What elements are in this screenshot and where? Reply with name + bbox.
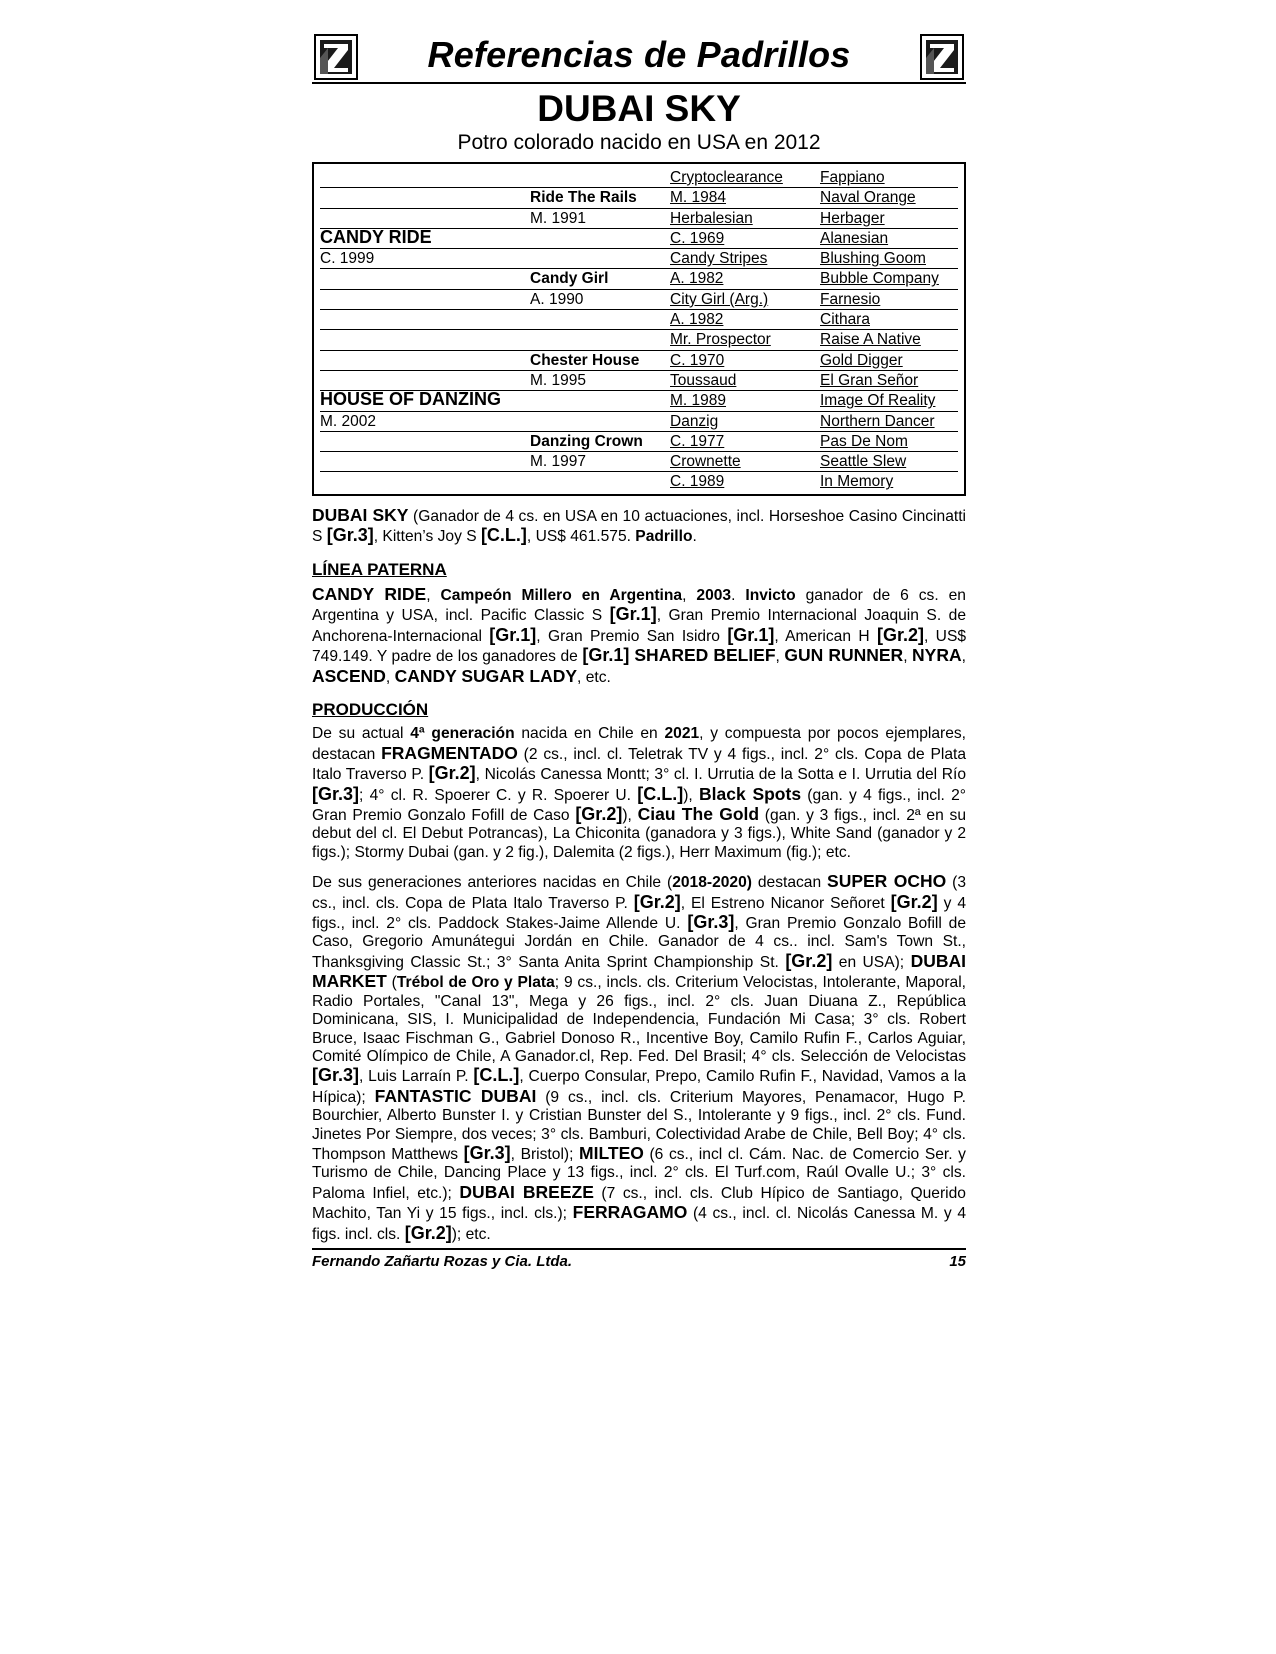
pedigree-row bbox=[320, 249, 958, 269]
pedigree-cell: C. 1977 bbox=[670, 432, 725, 450]
text: ; 4° cl. R. Spoerer C. y R. Spoerer U. bbox=[359, 786, 638, 804]
pedigree-cell: Candy Stripes bbox=[670, 250, 768, 268]
pedigree-cell: A. 1982 bbox=[670, 270, 724, 288]
text: . bbox=[692, 528, 697, 546]
pedigree-cell: C. 1969 bbox=[670, 229, 725, 247]
grade-tag: [Gr.1] bbox=[489, 624, 537, 645]
pedigree-row bbox=[320, 472, 958, 491]
grade-tag: [C.L.] bbox=[473, 1065, 520, 1086]
pedigree-cell: Danzig bbox=[670, 412, 719, 430]
pedigree-table bbox=[312, 162, 966, 496]
text: . bbox=[731, 586, 746, 604]
pedigree-cell: Danzing Crown bbox=[530, 432, 643, 450]
grade-tag: [Gr.2] bbox=[428, 763, 476, 784]
pedigree-cell: Farnesio bbox=[820, 290, 881, 308]
pedigree-cell: Ride The Rails bbox=[530, 189, 637, 207]
intro-horse-name: DUBAI SKY bbox=[312, 504, 409, 525]
text: nacida en Chile en bbox=[514, 725, 665, 743]
pedigree-cell: M. 1984 bbox=[670, 189, 727, 207]
grade-tag: [Gr.3] bbox=[312, 1065, 360, 1086]
pedigree-cell: M. 2002 bbox=[320, 412, 377, 430]
pedigree-cell: M. 1989 bbox=[670, 392, 727, 410]
offspring-name: DUBAI BREEZE bbox=[459, 1181, 594, 1202]
pedigree-cell: A. 1990 bbox=[530, 290, 584, 308]
offspring-name: Ciau The Gold bbox=[637, 804, 760, 825]
text: ), bbox=[683, 786, 699, 804]
page-header bbox=[312, 30, 966, 84]
text: (2 cs., incl. cl. Teletrak TV y 4 figs., incl. 2° cls. Copa de Plata Italo Traverso P. bbox=[312, 745, 967, 784]
sire-name: CANDY RIDE bbox=[312, 583, 427, 604]
pedigree-row bbox=[320, 269, 958, 289]
text: , etc. bbox=[577, 668, 611, 686]
text: , US$ 749.149. Y padre de los ganadores de bbox=[312, 627, 967, 666]
pedigree-row bbox=[320, 310, 958, 330]
pedigree-cell: Gold Digger bbox=[820, 351, 903, 369]
section-heading-produccion: PRODUCCIÓN bbox=[312, 700, 429, 719]
pedigree-row bbox=[320, 226, 958, 249]
pedigree-cell: M. 1997 bbox=[530, 453, 587, 471]
offspring-name: MILTEO bbox=[579, 1142, 644, 1163]
pedigree-cell: Northern Dancer bbox=[820, 412, 935, 430]
text-bold: Invicto bbox=[745, 586, 796, 604]
footer-company: Fernando Zañartu Rozas y Cia. Ltda. bbox=[312, 1252, 573, 1270]
text: (gan. y 3 figs., incl. 2ª en su debut del cl. El Debut Potrancas), La Chiconita (ganadora y 3 figs.), White Sand (ganador y 2 figs.); Stormy Dubai (gan. y 2 fig.), Dalemita (2 figs.), Herr Maximum (fig.); etc. bbox=[312, 807, 966, 861]
grade-tag: [Gr.2] bbox=[404, 1222, 452, 1243]
grade-tag: [Gr.1] bbox=[582, 645, 630, 666]
grade-tag: [Gr.2] bbox=[633, 891, 681, 912]
pedigree-cell: Alanesian bbox=[820, 229, 889, 247]
text: en USA); bbox=[832, 953, 911, 971]
grade-tag: [Gr.2] bbox=[575, 804, 623, 825]
pedigree-cell: Toussaud bbox=[670, 371, 737, 389]
pedigree-cell: Bubble Company bbox=[820, 270, 939, 288]
offspring-name: SUPER OCHO bbox=[827, 871, 947, 892]
article-body bbox=[312, 506, 966, 1244]
text: , Kitten’s Joy S bbox=[373, 528, 481, 546]
pedigree-cell: Crownette bbox=[670, 453, 741, 471]
text: , bbox=[682, 586, 697, 604]
pedigree-row bbox=[320, 371, 958, 391]
horse-name: DUBAI SKY bbox=[537, 88, 741, 129]
pedigree-cell: C. 1989 bbox=[670, 473, 725, 491]
grade-tag: [C.L.] bbox=[637, 783, 684, 804]
text: , bbox=[961, 648, 966, 666]
offspring-name: FANTASTIC DUBAI bbox=[374, 1085, 537, 1106]
pedigree-row bbox=[320, 412, 958, 432]
text-bold: Padrillo bbox=[635, 528, 693, 546]
text: , El Estreno Nicanor Señoret bbox=[680, 894, 891, 912]
pedigree-cell: Image Of Reality bbox=[820, 392, 936, 410]
pedigree-cell: Cryptoclearance bbox=[670, 169, 783, 186]
pedigree-cell: In Memory bbox=[820, 473, 894, 491]
offspring-name: SHARED BELIEF bbox=[629, 645, 776, 666]
text: , Bristol); bbox=[510, 1145, 580, 1163]
pedigree-row bbox=[320, 209, 958, 229]
grade-tag: [Gr.2] bbox=[890, 891, 938, 912]
pedigree-row bbox=[320, 330, 958, 350]
offspring-name: FRAGMENTADO bbox=[381, 742, 518, 763]
text: , bbox=[775, 648, 785, 666]
pedigree-cell: Seattle Slew bbox=[820, 453, 907, 471]
pedigree-cell: Candy Girl bbox=[530, 270, 609, 288]
pedigree-cell: Cithara bbox=[820, 311, 870, 329]
text-bold: 2021 bbox=[664, 725, 700, 743]
text: ); etc. bbox=[451, 1225, 491, 1243]
text: , Luis Larraín P. bbox=[359, 1068, 474, 1086]
offspring-name: CANDY SUGAR LADY bbox=[394, 665, 578, 686]
text: ; 9 cs., incls. cls. Criterium Velocistas, Intolerante, Maporal, Radio Portales, "Canal 13", Mega y 26 figs., incl. 2° cls. Juan Diuana Z., República Dominicana, SIS, I. Municipalidad de Independencia, Fundación Mi Casa; 3° cls. Robert Bruce, Isaac Fischman G., Gabriel Donoso R., Incentive Boy, Camilo Rufin F., Carlos Aguiar, Comité Olímpico de Chile, A Ganador.cl, Rep. Fed. Del Brasil; 4° cls. Selección de Velocistas bbox=[312, 974, 966, 1065]
text: ganador de 6 cs. en Argentina y USA, incl. Pacific Classic S bbox=[312, 586, 966, 625]
text: (3 cs., incl. cls. Copa de Plata Italo Traverso P. bbox=[312, 874, 966, 912]
offspring-name: FERRAGAMO bbox=[572, 1202, 688, 1223]
pedigree-row bbox=[320, 168, 958, 188]
pedigree-cell: El Gran Señor bbox=[820, 371, 919, 389]
text: , bbox=[385, 668, 395, 686]
page-footer bbox=[312, 1248, 966, 1273]
pedigree-cell: Herbalesian bbox=[670, 209, 753, 227]
pedigree-cell: A. 1982 bbox=[670, 311, 724, 329]
text: , Gran Premio Gonzalo Bofill de Caso, Gregorio Amunátegui Jordán en Chile. Ganador de 4 cs.. incl. Sam's Town St., Thanksgiving Classic St.; 3° Santa Anita Sprint Championship St. bbox=[312, 915, 966, 971]
pedigree-cell: M. 1991 bbox=[530, 209, 587, 227]
produccion-paragraph-1 bbox=[312, 725, 966, 862]
grade-tag: [Gr.1] bbox=[727, 624, 775, 645]
pedigree-cell: Pas De Nom bbox=[820, 432, 908, 450]
pedigree-row bbox=[320, 452, 958, 472]
pedigree-cell: Mr. Prospector bbox=[670, 331, 771, 349]
pedigree-row bbox=[320, 351, 958, 371]
text-bold: Trébol de Oro y Plata bbox=[396, 974, 555, 992]
pedigree-cell: Raise A Native bbox=[820, 331, 921, 349]
text-bold: Campeón Millero en Argentina bbox=[440, 586, 683, 604]
text: , bbox=[426, 586, 441, 604]
page-title: Referencias de Padrillos bbox=[427, 34, 851, 75]
grade-tag: [Gr.3] bbox=[463, 1142, 511, 1163]
pedigree-cell: City Girl (Arg.) bbox=[670, 290, 769, 308]
offspring-name: ASCEND bbox=[312, 665, 386, 686]
text: destacan bbox=[751, 874, 828, 892]
text: , Gran Premio San Isidro bbox=[536, 627, 728, 645]
pedigree-cell: M. 1995 bbox=[530, 371, 587, 389]
logo-right-icon bbox=[920, 34, 964, 80]
text: , American H bbox=[774, 627, 877, 645]
text: , US$ 461.575. bbox=[526, 528, 636, 546]
text: , Cuerpo Consular, Prepo, Camilo Rufin F., Navidad, Vamos a la Hípica); bbox=[312, 1068, 966, 1106]
pedigree-cell: C. 1970 bbox=[670, 351, 725, 369]
section-heading-paterna: LÍNEA PATERNA bbox=[312, 559, 447, 579]
intro-paragraph bbox=[312, 506, 966, 547]
text-bold: 4ª generación bbox=[410, 725, 515, 743]
horse-subtitle: Potro colorado nacido en USA en 2012 bbox=[457, 131, 821, 154]
offspring-name: DUBAI MARKET bbox=[312, 950, 966, 992]
text: , y compuesta por pocos ejemplares, destacan bbox=[312, 725, 967, 763]
pedigree-row bbox=[320, 188, 958, 208]
text: (gan. y 4 figs., incl. 2° Gran Premio Gonzalo Fofill de Caso bbox=[312, 786, 966, 825]
pedigree-cell: Blushing Goom bbox=[820, 250, 926, 268]
text-bold: 2003 bbox=[696, 586, 732, 604]
pedigree-row bbox=[320, 290, 958, 310]
pedigree-row bbox=[320, 391, 958, 411]
text: ), bbox=[622, 807, 638, 825]
text: De su actual bbox=[312, 725, 411, 743]
text: , Nicolás Canessa Montt; 3° cl. I. Urrutia de la Sotta e I. Urrutia del Río bbox=[475, 766, 966, 784]
grade-tag: [C.L.] bbox=[480, 525, 527, 546]
pedigree-cell: Naval Orange bbox=[820, 189, 916, 207]
offspring-name: GUN RUNNER bbox=[784, 645, 904, 666]
grade-tag: [Gr.2] bbox=[876, 624, 924, 645]
offspring-name: Black Spots bbox=[698, 783, 802, 804]
text: (9 cs., incl. cls. Criterium Mayores, Penamacor, Hugo P. Bourchier, Alberto Bunster I. y Cristian Bunster del S., Intolerante y 9 figs., incl. 2° cls. Fund. Jinetes Por Siempre, dos veces; 3° cls. Bamburi, Colectividad Arabe de Chile, Bell Boy; 4° cls. Thompson Matthews bbox=[312, 1088, 967, 1163]
produccion-paragraph-2 bbox=[312, 872, 966, 1244]
grade-tag: [Gr.3] bbox=[326, 525, 374, 546]
text: De sus generaciones anteriores nacidas en Chile ( bbox=[312, 874, 673, 892]
text: (Ganador de 4 cs. en USA en 10 actuaciones, incl. Horseshoe Casino Cincinatti S bbox=[312, 507, 966, 546]
pedigree-cell: Chester House bbox=[530, 351, 640, 369]
grade-tag: [Gr.3] bbox=[687, 912, 735, 933]
text: y 4 figs., incl. 2° cls. Paddock Stakes-Jaime Allende U. bbox=[312, 894, 967, 933]
pedigree-cell: Fappiano bbox=[820, 169, 885, 186]
offspring-name: NYRA bbox=[912, 645, 962, 666]
text: , bbox=[903, 648, 913, 666]
text: (7 cs., incl. cls. Club Hípico de Santiago, Querido Machito, Tan Yi y 15 figs., incl. cls.); bbox=[312, 1184, 966, 1223]
grade-tag: [Gr.1] bbox=[609, 604, 657, 625]
pedigree-cell: CANDY RIDE bbox=[320, 226, 432, 247]
text: , Gran Premio Internacional Joaquin S. de Anchorena-Internacional bbox=[312, 607, 966, 645]
grade-tag: [Gr.3] bbox=[312, 783, 360, 804]
text: ( bbox=[386, 974, 397, 992]
page bbox=[312, 30, 966, 1273]
grade-tag: [Gr.2] bbox=[785, 950, 833, 971]
pedigree-cell: HOUSE OF DANZING bbox=[320, 389, 502, 410]
text-bold: 2018-2020) bbox=[672, 874, 752, 892]
page-number: 15 bbox=[949, 1252, 966, 1270]
pedigree-cell: C. 1999 bbox=[320, 250, 375, 268]
paterna-paragraph bbox=[312, 585, 966, 687]
pedigree-row bbox=[320, 432, 958, 452]
text: (6 cs., incl cl. Cám. Nac. de Comercio Ser. y Turismo de Chile, Dancing Place y 13 figs., incl. 2° cls. El Turf.com, Raúl Ovalle U.; 3° cls. Paloma Infiel, etc.); bbox=[312, 1145, 966, 1202]
pedigree-cell: Herbager bbox=[820, 209, 885, 227]
text: (4 cs., incl. cl. Nicolás Canessa M. y 4 figs. incl. cls. bbox=[312, 1205, 966, 1243]
